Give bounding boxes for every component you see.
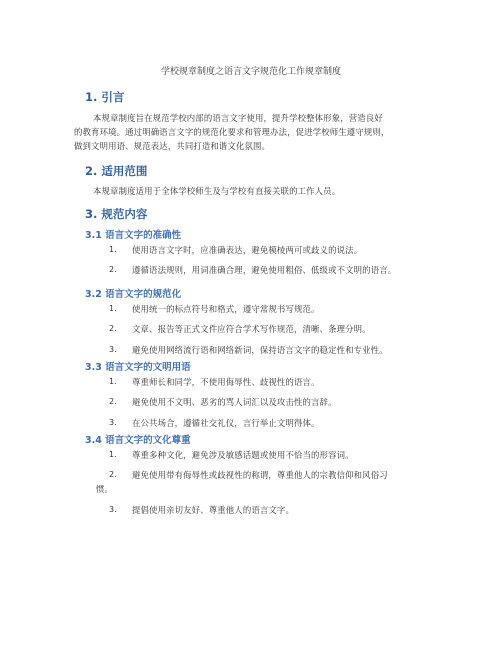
list-number: 3.	[109, 345, 117, 354]
list-text: 使用统一的标点符号和格式，遵守常规书写规范。	[132, 304, 320, 314]
document-title: 学校规章制度之语言文字规范化工作规章制度	[160, 67, 341, 77]
intro-line-3: 做到文明用语、规范表达，共同打造和谐文化氛围。	[74, 141, 271, 151]
list-number: 2.	[109, 265, 117, 274]
list-number: 1.	[109, 377, 117, 386]
list-text-line-1: 避免使用带有侮辱性或歧视性的称谓，尊重他人的宗教信仰和风俗习	[132, 470, 388, 480]
section-heading-scope: 2. 适用范围	[85, 164, 148, 178]
list-item	[74, 395, 440, 409]
list-item	[74, 468, 440, 496]
list-number: 3.	[109, 418, 117, 427]
subsection-heading-accuracy: 3.1 语言文字的准确性	[85, 230, 182, 241]
list-text: 避免使用不文明、恶劣的骂人词汇以及攻击性的言辞。	[132, 397, 337, 407]
subsection-heading-civil-language: 3.3 语言文字的文明用语	[85, 362, 191, 373]
list-text: 避免使用网络流行语和网络新词，保持语言文字的稳定性和专业性。	[132, 345, 388, 355]
list-number: 2.	[109, 397, 117, 406]
list-item	[74, 302, 440, 316]
section-heading-content: 3. 规范内容	[85, 207, 148, 221]
subsection-heading-standardization: 3.2 语言文字的规范化	[85, 289, 182, 300]
list-item	[74, 416, 440, 430]
list-text-line-2: 惯。	[96, 484, 114, 494]
list-text: 使用语言文字时，应准确表达，避免模棱两可或歧义的说法。	[132, 245, 363, 255]
list-text: 提倡使用亲切友好、尊重他人的语言文字。	[132, 505, 294, 515]
list-text: 遵循语法规则，用词准确合理，避免使用粗俗、低级或不文明的语言。	[132, 265, 397, 275]
list-text: 文章、报告等正式文件应符合学术写作规范，清晰、条理分明。	[132, 324, 371, 334]
list-item	[74, 343, 440, 357]
list-text: 在公共场合，遵循社交礼仪，言行举止文明得体。	[132, 418, 320, 428]
list-number: 1.	[109, 245, 117, 254]
list-number: 1.	[109, 450, 117, 459]
list-item	[74, 322, 440, 336]
list-number: 2.	[109, 324, 117, 333]
list-item	[74, 243, 440, 257]
intro-line-2: 的教育环境。通过明确语言文字的规范化要求和管理办法，促进学校师生遵守规则，	[74, 127, 390, 137]
subsection-heading-cultural-respect: 3.4 语言文字的文化尊重	[85, 435, 191, 446]
list-item	[74, 375, 440, 389]
list-number: 3.	[109, 505, 117, 514]
list-text: 尊重师长和同学，不使用侮辱性、歧视性的语言。	[132, 377, 320, 387]
list-text: 尊重多种文化，避免涉及敏感话题或使用不恰当的形容词。	[132, 450, 354, 460]
section-heading-intro: 1. 引言	[85, 90, 125, 104]
intro-line-1: 本规章制度旨在规范学校内部的语言文字使用，提升学校整体形象，营造良好	[93, 113, 383, 123]
list-item	[74, 448, 440, 462]
list-number: 1.	[109, 304, 117, 313]
list-item	[74, 263, 440, 277]
scope-line: 本规章制度适用于全体学校师生及与学校有直接关联的工作人员。	[93, 186, 341, 196]
scope-paragraph	[74, 184, 434, 198]
list-number: 2.	[109, 470, 117, 479]
intro-paragraph	[74, 111, 434, 153]
list-item	[74, 503, 440, 517]
